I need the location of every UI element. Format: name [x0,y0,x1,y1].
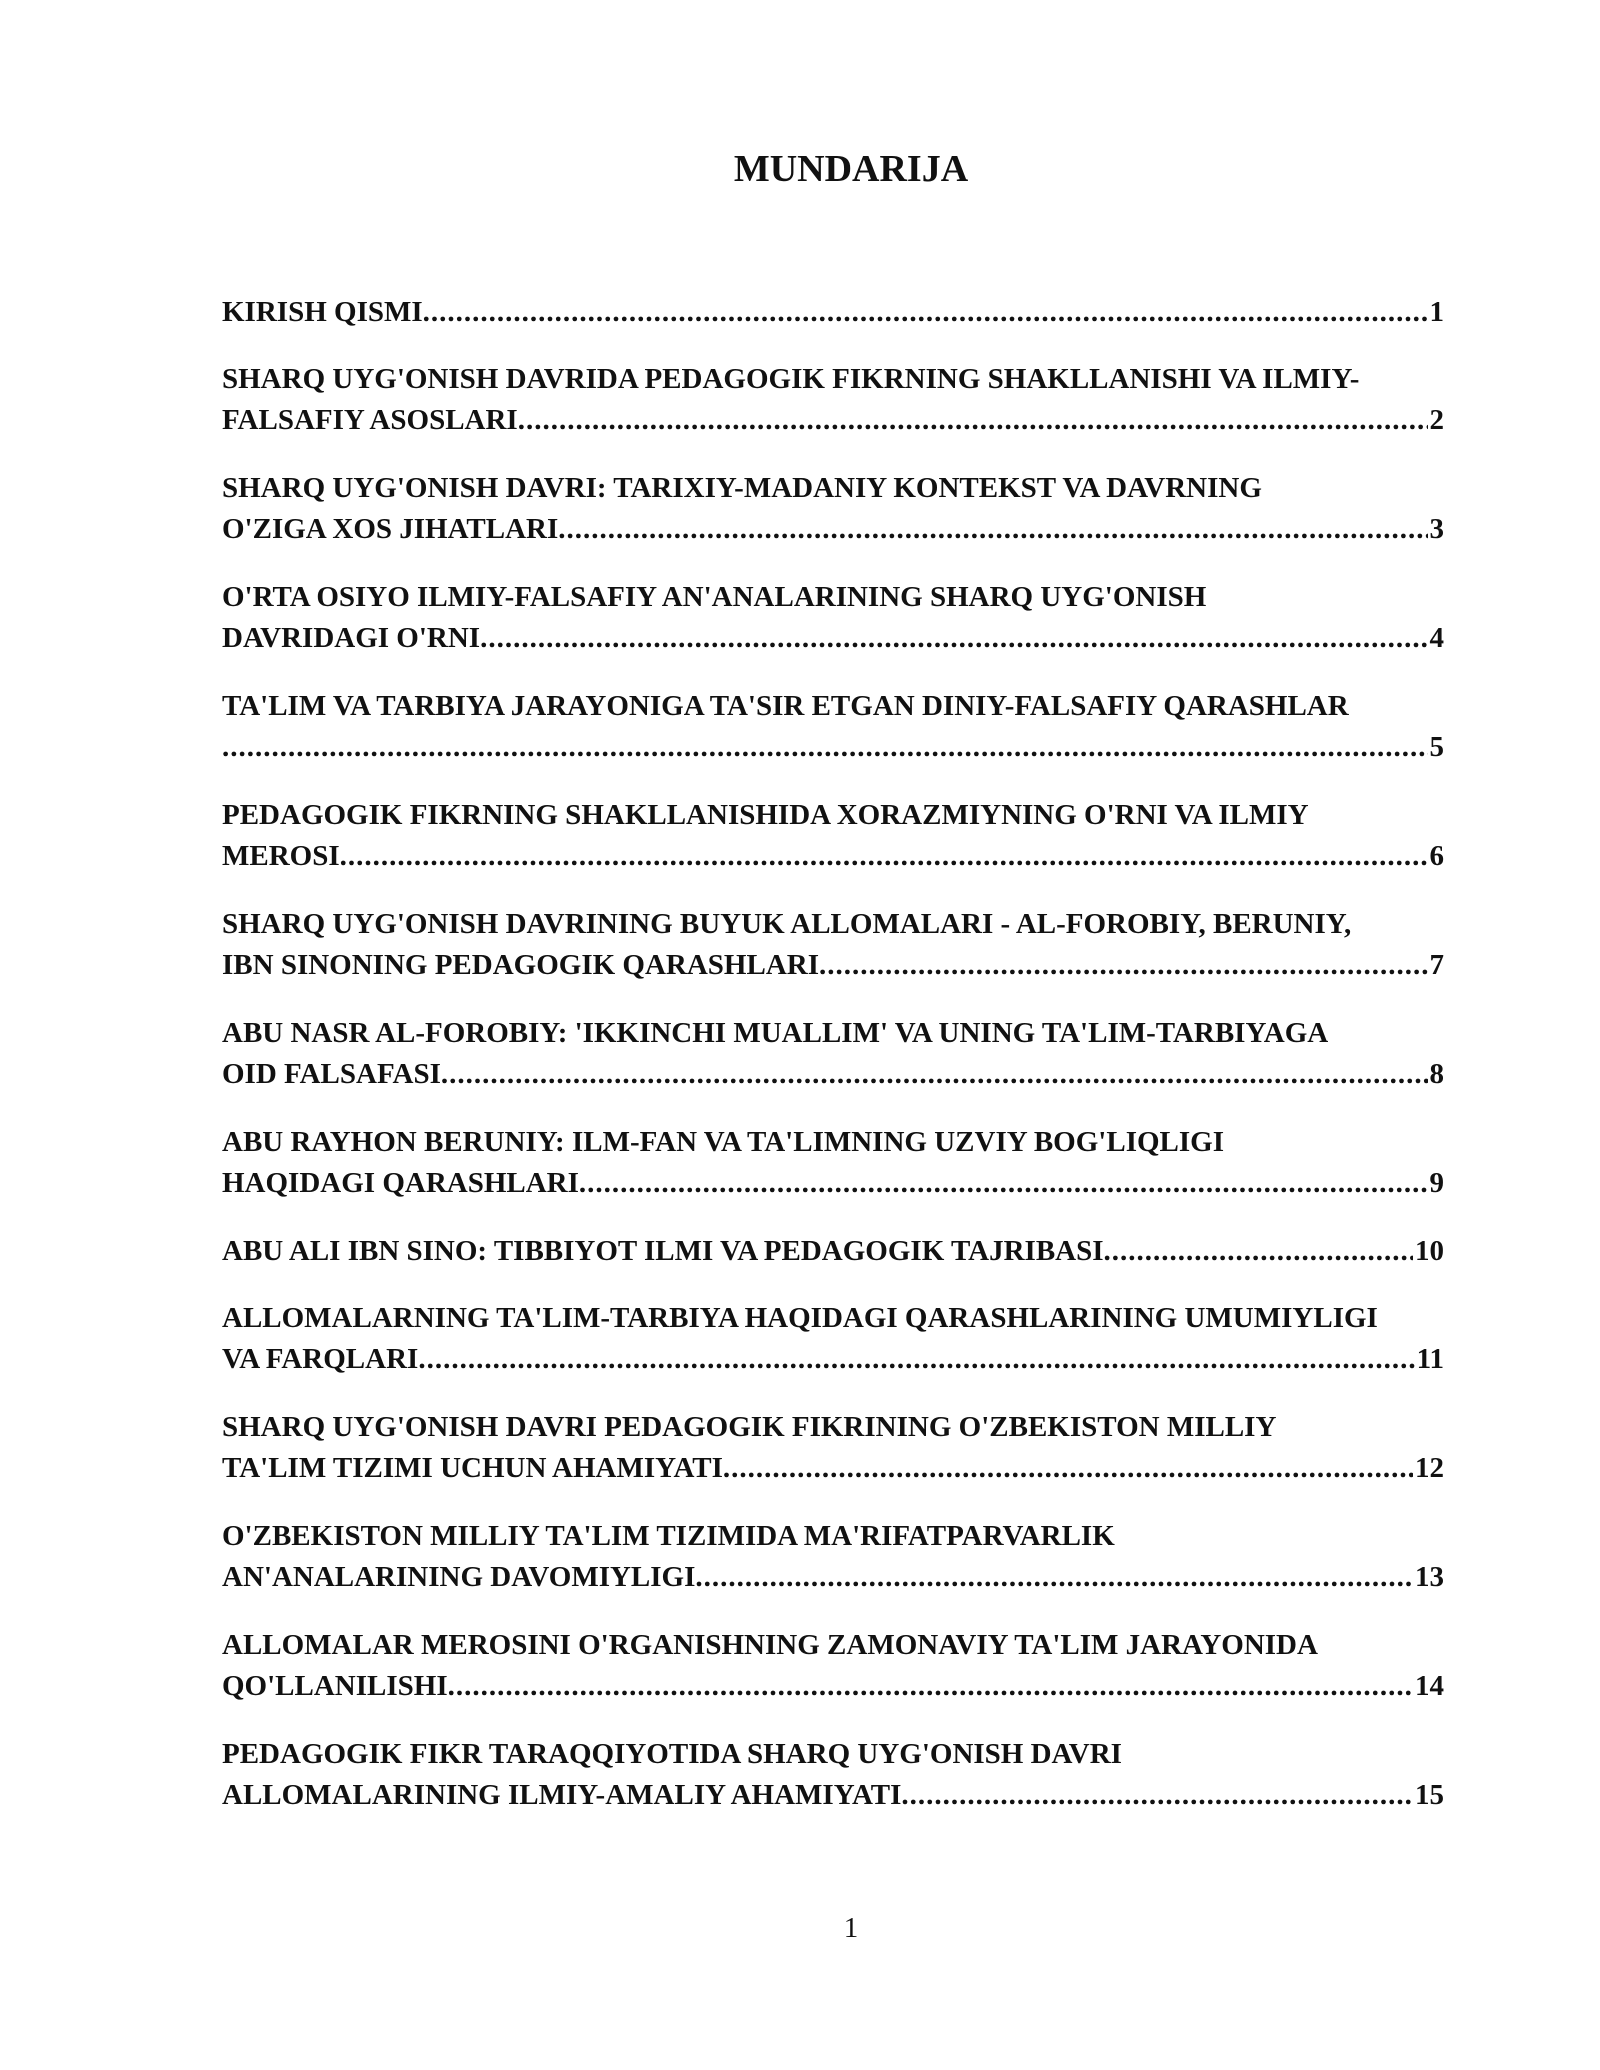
toc-entry-title: SHARQ UYG'ONISH DAVRI PEDAGOGIK FIKRINING O'ZBEKISTON MILLIY [222,1411,1277,1443]
dot-leader [518,400,1428,441]
page-number: 1 [843,1912,859,1944]
dot-leader [222,727,1428,768]
toc-entry-title: SHARQ UYG'ONISH DAVRIDA PEDAGOGIK FIKRNING SHAKLLANISHI VA ILMIY- [222,363,1360,395]
toc-entry-title-continued: ALLOMALARINING ILMIY-AMALIY AHAMIYATI [222,1779,902,1811]
toc-entry-title-continued: AN'ANALARINING DAVOMIYLIGI [222,1561,696,1593]
toc-entry-title: ABU ALI IBN SINO: TIBBIYOT ILMI VA PEDAGOGIK TAJRIBASI [222,1235,1104,1267]
toc-page-number: 8 [1429,1058,1444,1090]
toc-entry-title: PEDAGOGIK FIKRNING SHAKLLANISHIDA XORAZMIYNING O'RNI VA ILMIY [222,799,1309,831]
toc-entry[interactable] [222,577,1482,686]
toc-entry-title-continued: TA'LIM TIZIMI UCHUN AHAMIYATI [222,1452,723,1484]
toc-entry-title: ALLOMALAR MEROSINI O'RGANISHNING ZAMONAVIY TA'LIM JARAYONIDA [222,1629,1318,1661]
toc-entry-title-continued: VA FARQLARI [222,1343,419,1375]
toc-page-number: 12 [1415,1452,1444,1484]
dot-leader [418,1339,1414,1380]
toc-entry-title: ABU RAYHON BERUNIY: ILM-FAN VA TA'LIMNING UZVIY BOG'LIQLIGI [222,1126,1225,1158]
page-title: MUNDARIJA [733,148,969,190]
toc-page-number: 3 [1429,513,1444,545]
toc-entry[interactable] [222,359,1482,468]
toc-entry-title: O'ZBEKISTON MILLIY TA'LIM TIZIMIDA MA'RIFATPARVARLIK [222,1520,1115,1552]
toc-page-number: 15 [1415,1779,1444,1811]
toc-entry[interactable] [222,1122,1482,1231]
dot-leader [1104,1231,1413,1272]
toc-entry-title: ALLOMALARNING TA'LIM-TARBIYA HAQIDAGI QARASHLARINING UMUMIYLIGI [222,1302,1378,1334]
toc-page-number: 1 [1429,296,1444,328]
toc-entry-title-continued: QO'LLANILISHI [222,1670,448,1702]
dot-leader [423,292,1428,333]
toc-entry-title-continued: HAQIDAGI QARASHLARI [222,1167,579,1199]
dot-leader [723,1448,1413,1489]
toc-entry-title: SHARQ UYG'ONISH DAVRI: TARIXIY-MADANIY KONTEKST VA DAVRNING [222,472,1262,504]
toc-entry[interactable] [222,795,1482,904]
toc-page-number: 14 [1415,1670,1444,1702]
toc-page-number: 2 [1429,404,1444,436]
dot-leader [441,1054,1428,1095]
dot-leader [340,836,1428,877]
toc-entry[interactable] [222,904,1482,1013]
toc-entry[interactable] [222,1734,1482,1843]
toc-page-number: 9 [1429,1167,1444,1199]
dot-leader [448,1666,1413,1707]
toc-entry-title-continued: FALSAFIY ASOSLARI [222,404,518,436]
toc-entry[interactable] [222,1625,1482,1734]
dot-leader [819,945,1427,986]
toc-entry-title: O'RTA OSIYO ILMIY-FALSAFIY AN'ANALARINING SHARQ UYG'ONISH [222,581,1207,613]
toc-page-number: 4 [1429,622,1444,654]
toc-page-number: 6 [1429,840,1444,872]
toc-entry-title-continued: OID FALSAFASI [222,1058,441,1090]
toc-entry[interactable] [222,686,1482,795]
toc-entry-title: SHARQ UYG'ONISH DAVRINING BUYUK ALLOMALARI - AL-FOROBIY, BERUNIY, [222,908,1352,940]
toc-page-number: 10 [1415,1235,1444,1267]
toc-entry[interactable] [222,468,1482,577]
toc-entry-title: PEDAGOGIK FIKR TARAQQIYOTIDA SHARQ UYG'ONISH DAVRI [222,1738,1122,1770]
toc-page-number: 5 [1429,731,1444,763]
toc-page-number: 7 [1429,949,1444,981]
dot-leader [480,618,1427,659]
toc-entry-title-continued: DAVRIDAGI O'RNI [222,622,481,654]
toc-entry-title: KIRISH QISMI [222,296,423,328]
toc-entry-title-continued: IBN SINONING PEDAGOGIK QARASHLARI [222,949,820,981]
toc-entry[interactable] [222,292,1482,359]
table-of-contents [222,292,1482,1843]
toc-entry[interactable] [222,1298,1482,1407]
toc-entry-title: ABU NASR AL-FOROBIY: 'IKKINCHI MUALLIM' VA UNING TA'LIM-TARBIYAGA [222,1017,1329,1049]
toc-entry[interactable] [222,1516,1482,1625]
toc-page-number: 13 [1415,1561,1444,1593]
toc-entry[interactable] [222,1407,1482,1516]
dot-leader [579,1163,1428,1204]
dot-leader [558,509,1427,550]
dot-leader [901,1775,1413,1816]
toc-entry-title-continued: MEROSI [222,840,340,872]
toc-entry[interactable] [222,1013,1482,1122]
toc-entry-title: TA'LIM VA TARBIYA JARAYONIGA TA'SIR ETGAN DINIY-FALSAFIY QARASHLAR [222,690,1349,722]
toc-entry[interactable] [222,1231,1482,1298]
toc-page-number: 11 [1416,1343,1444,1375]
dot-leader [695,1557,1413,1598]
toc-entry-title-continued: O'ZIGA XOS JIHATLARI [222,513,559,545]
